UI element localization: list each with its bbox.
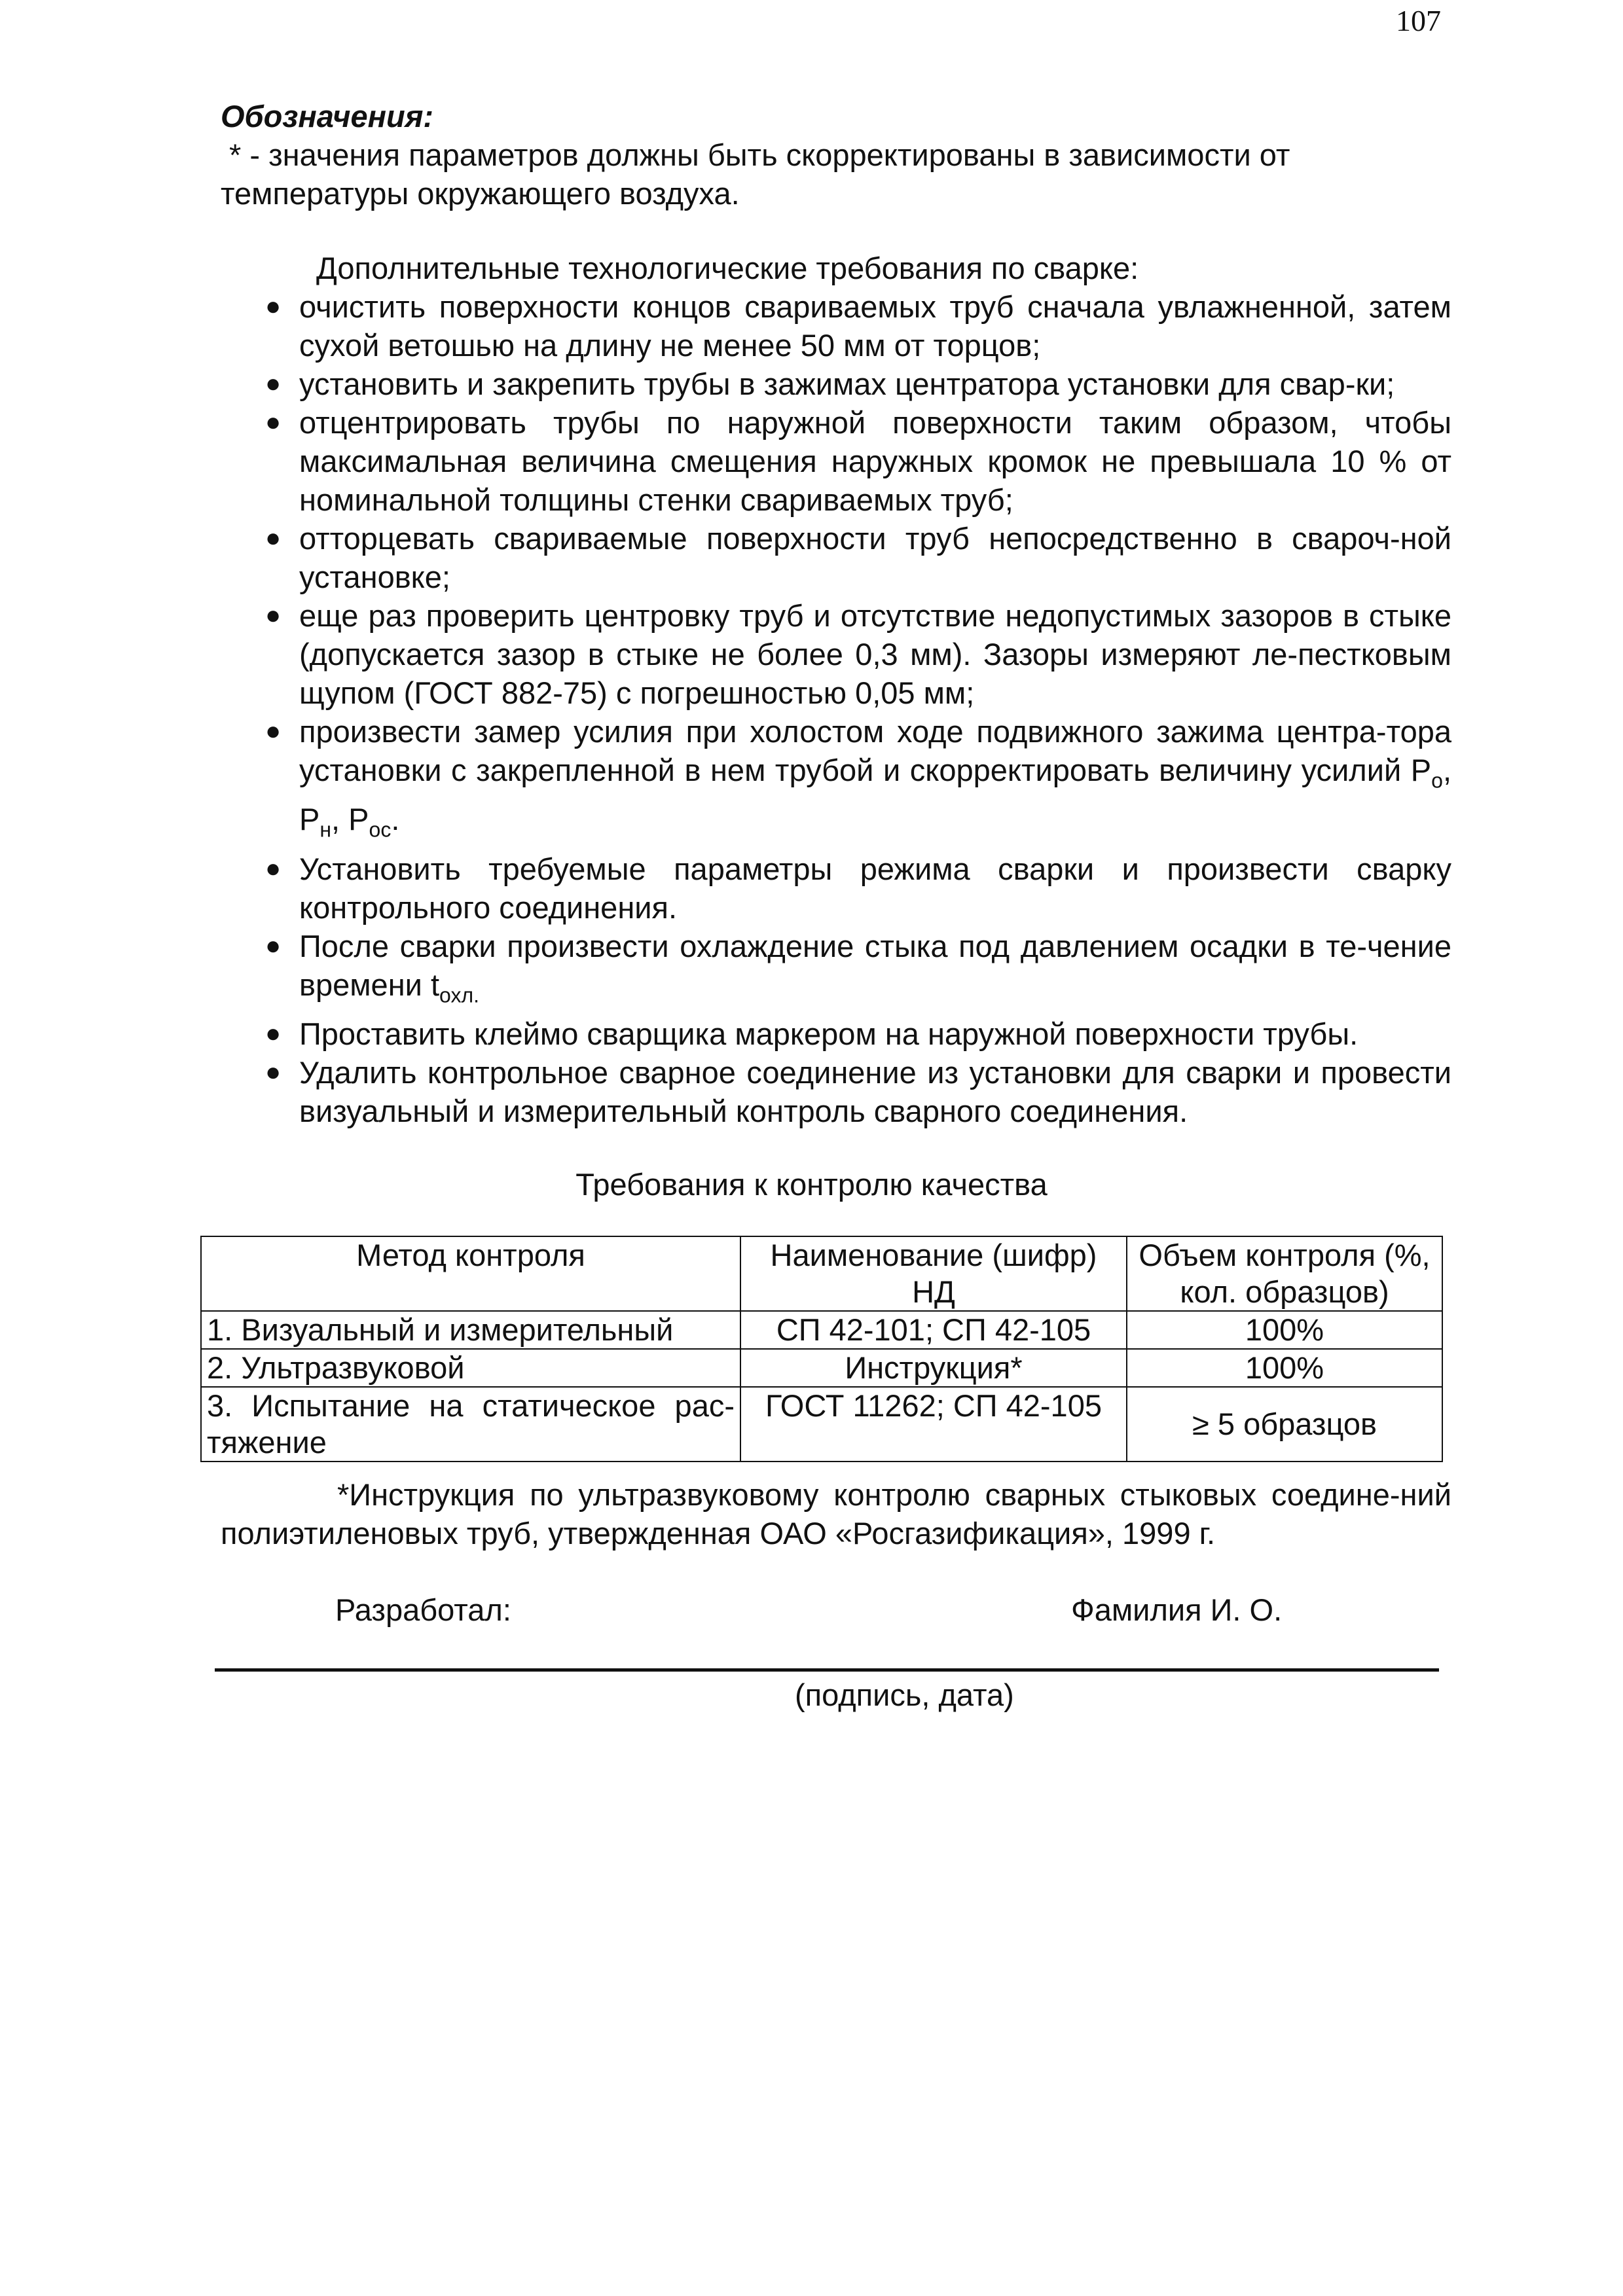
signature-caption: (подпись, дата)	[795, 1677, 1014, 1712]
list-item	[221, 1014, 1451, 1053]
quality-control-table	[200, 1236, 1443, 1462]
requirements-intro: Дополнительные технологические требования по сварке:	[316, 251, 1139, 285]
list-item	[221, 1053, 1451, 1130]
force-p-os: $P_{ос}$	[348, 802, 392, 842]
welding-requirements	[221, 249, 1451, 1130]
list-item-text: Проставить клеймо сварщика маркером на наружной поверхности трубы.	[299, 1016, 1359, 1052]
list-item-text: еще раз проверить центровку труб и отсутствие недопустимых зазоров в стыке (допускается зазор в стыке не более 0,3 мм). Зазоры измеряют ле-пестковым щупом (ГОСТ 882-75) с погрешностью 0,05 мм;	[299, 598, 1451, 710]
table-cell: 2. Ультразвуковой	[201, 1349, 740, 1387]
bullet-icon: ●	[265, 292, 282, 321]
notes-section	[221, 97, 1451, 213]
note-text-line-2: температуры окружающего воздуха.	[221, 176, 740, 211]
force-p-n: $P_н$	[299, 802, 332, 842]
bullet-icon: ●	[265, 1019, 282, 1049]
list-item-text: отторцевать свариваемые поверхности труб непосредственно в свароч-ной установке;	[299, 521, 1451, 594]
list-item-text: Удалить контрольное сварное соединение из установки для сварки и провести визуальный и измерительный контроль сварного соединения.	[299, 1055, 1451, 1129]
table-row	[201, 1349, 1442, 1387]
cooling-time-symbol: $t_{охл.}$	[430, 967, 480, 1007]
table-header-cell: Метод контроля	[201, 1236, 740, 1311]
bullet-icon: ●	[265, 717, 282, 745]
list-item	[221, 365, 1451, 403]
bullet-icon: ●	[265, 601, 282, 630]
table-cell: 100%	[1127, 1349, 1442, 1387]
table-cell: ≥ 5 образцов	[1127, 1387, 1442, 1462]
table-header-row	[201, 1236, 1442, 1311]
developer-name: Фамилия И. О.	[1071, 1592, 1283, 1627]
bullet-icon: ●	[265, 853, 282, 883]
notes-title: Обозначения:	[221, 99, 434, 134]
bullet-icon: ●	[265, 931, 282, 960]
table-cell: 100%	[1127, 1311, 1442, 1349]
bullet-icon: ●	[265, 369, 282, 398]
table-cell: 3. Испытание на статическое рас-тяжение	[201, 1387, 740, 1462]
table-row	[201, 1387, 1442, 1462]
list-item: ● произвести замер усилия при холостом ходе подвижного зажима центра-тора установки с закрепленной в нем трубой и скорректировать величину усилий $P_о$, $P_н$, $P_{ос}$.	[221, 712, 1451, 850]
bullet-icon: ●	[265, 1058, 282, 1087]
table-cell: Инструкция*	[740, 1349, 1127, 1387]
table-row	[201, 1311, 1442, 1349]
list-item	[221, 850, 1451, 927]
list-item	[221, 927, 1451, 1014]
quality-control-title: Требования к контролю качества	[575, 1167, 1048, 1202]
table-cell: ГОСТ 11262; СП 42-105	[740, 1387, 1127, 1462]
list-item-text: отцентрировать трубы по наружной поверхности таким образом, чтобы максимальная величина смещения наружных кромок не превышала 10 % от номинальной толщины стенки свариваемых труб;	[299, 405, 1451, 517]
list-item	[221, 519, 1451, 596]
force-p-o: $P_о$	[1410, 753, 1443, 793]
list-item-text: очистить поверхности концов свариваемых труб сначала увлажненной, затем сухой ветошью на длину не менее 50 мм от торцов;	[299, 289, 1451, 363]
list-item	[221, 596, 1451, 712]
page-number: 107	[1396, 4, 1441, 37]
table-cell: 1. Визуальный и измерительный	[201, 1311, 740, 1349]
list-item	[221, 287, 1451, 365]
list-item-text: После сварки произвести охлаждение стыка под давлением осадки в те-чение времени	[299, 928, 1451, 1002]
table-header-cell: Наименование (шифр) НД	[740, 1236, 1127, 1311]
list-item	[221, 403, 1451, 519]
footnote: *Инструкция по ультразвуковому контролю сварных стыковых соедине-ний полиэтиленовых труб, утвержденная ОАО «Росгазификация», 1999 г.	[221, 1477, 1451, 1551]
requirements-list	[221, 287, 1451, 1130]
note-text-line-1: * - значения параметров должны быть скорректированы в зависимости от	[221, 137, 1290, 172]
bullet-icon: ●	[265, 524, 282, 552]
bullet-icon: ●	[265, 408, 282, 437]
developed-by-label: Разработал:	[335, 1592, 511, 1627]
list-item-text: установить и закрепить трубы в зажимах центратора установки для свар-ки;	[299, 367, 1395, 401]
list-item-text: произвести замер усилия при холостом ходе подвижного зажима центра-тора установки с закрепленной в нем трубой и скорректировать величину усилий	[299, 714, 1451, 787]
table-header-cell: Объем контроля (%, кол. образцов)	[1127, 1236, 1442, 1311]
table-cell: СП 42-101; СП 42-105	[740, 1311, 1127, 1349]
signature-line	[215, 1668, 1439, 1672]
list-item-text: Установить требуемые параметры режима сварки и произвести сварку контрольного соединения.	[299, 851, 1451, 925]
